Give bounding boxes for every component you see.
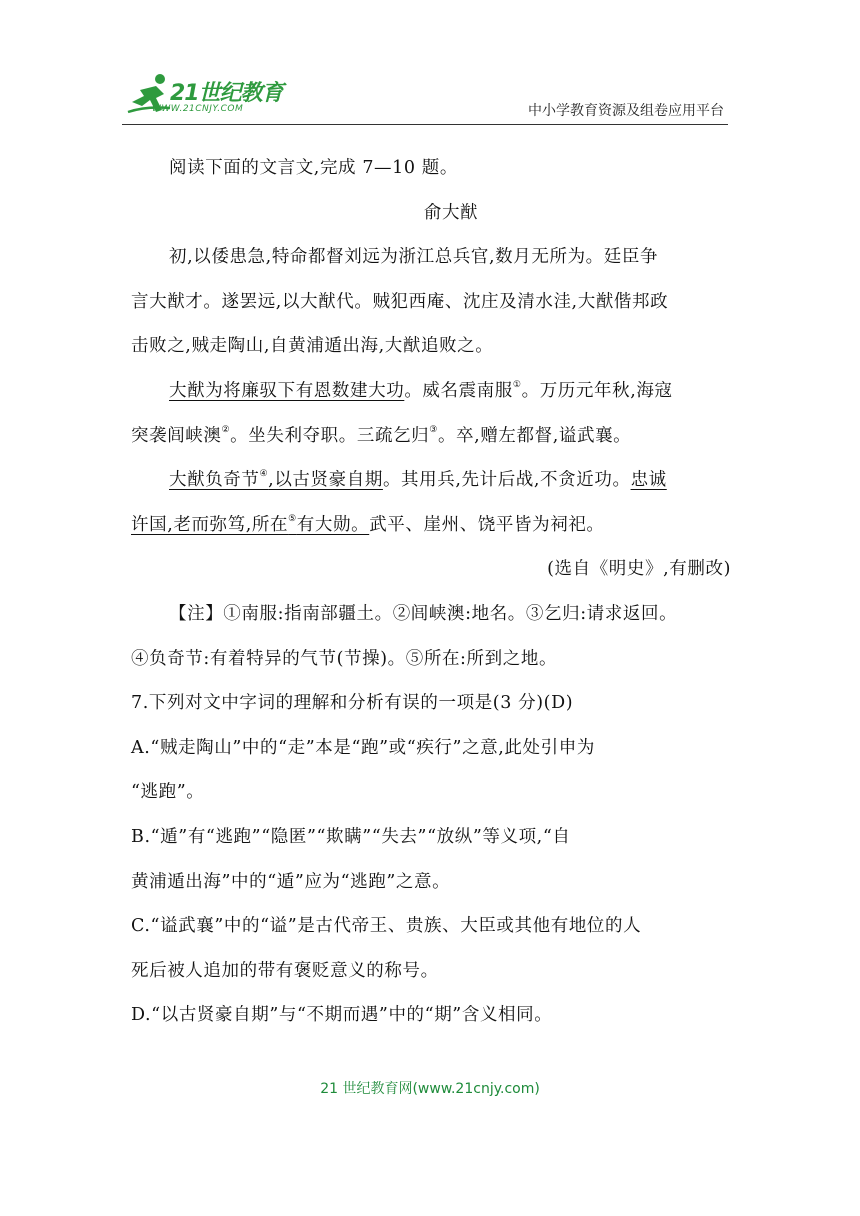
underlined-sentence: 大猷为将廉驭下有恩数建大功 — [169, 380, 405, 401]
footnote-marker: ① — [512, 379, 522, 390]
passage-title: 俞大猷 — [423, 202, 479, 223]
paragraph-line: 初,以倭患急,特命都督刘远为浙江总兵官,数月无所为。廷臣争 — [169, 247, 659, 268]
paragraph-line — [131, 414, 731, 459]
site-logo[interactable] — [122, 68, 292, 118]
paragraph-line: 击败之,贼走陶山,自黄浦遁出海,大猷追败之。 — [131, 336, 494, 357]
logo-url: WWW.21CNJY.COM — [152, 104, 244, 114]
underlined-sentence: 忠诚 — [630, 470, 667, 491]
footnote-marker: ⑤ — [288, 513, 297, 524]
paragraph-2 — [131, 369, 731, 458]
option-a-line: “逃跑”。 — [131, 782, 205, 803]
paragraph-line — [131, 369, 731, 414]
source-citation: (选自《明史》,有删改) — [547, 559, 731, 580]
header-tagline: 中小学教育资源及组卷应用平台 — [528, 103, 724, 119]
underlined-sentence — [131, 515, 369, 535]
page-header — [122, 62, 728, 126]
passage-intro: 阅读下面的文言文,完成 7—10 题。 — [169, 158, 458, 178]
text-span: 许国,老而弥笃,所在 — [131, 514, 289, 535]
text-span: 。卒,赠左都督,谥武襄。 — [437, 425, 632, 446]
option-a-line: A.“贼走陶山”中的“走”本是“跑”或“疾行”之意,此处引申为 — [131, 737, 595, 758]
paragraph-line: 言大猷才。遂罢远,以大猷代。贼犯西庵、沈庄及清水洼,大猷偕邦政 — [131, 291, 669, 312]
annotation-notes — [131, 592, 731, 681]
text-span: 武平、崖州、饶平皆为祠祀。 — [369, 514, 605, 535]
option-c-line: C.“谥武襄”中的“谥”是古代帝王、贵族、大臣或其他有地位的人 — [131, 916, 642, 937]
document-body — [131, 146, 731, 1038]
footnote-marker: ② — [221, 424, 231, 435]
note-line: ④负奇节:有着特异的气节(节操)。⑤所在:所到之地。 — [131, 648, 558, 669]
footer-link[interactable]: 21 世纪教育网(www.21cnjy.com) — [320, 1081, 540, 1097]
logo-text: 21世纪教育 — [170, 81, 283, 106]
text-span: 。威名震南服 — [404, 380, 513, 401]
footnote-marker: ④ — [259, 469, 269, 480]
text-span: ,以古贤豪自期 — [268, 470, 383, 491]
text-span: 。万历元年秋,海寇 — [521, 380, 673, 401]
option-b-line: B.“遁”有“逃跑”“隐匿”“欺瞒”“失去”“放纵”等义项,“自 — [131, 826, 571, 847]
paragraph-line — [131, 458, 731, 503]
question-7 — [131, 681, 731, 1038]
note-line: 【注】①南服:指南部疆土。②闾峡澳:地名。③乞归:请求返回。 — [169, 603, 678, 624]
text-span: 。其用兵,先计后战,不贪近功。 — [382, 470, 631, 491]
paragraph-line — [131, 503, 731, 548]
underlined-sentence — [169, 470, 383, 490]
text-span: 大猷负奇节 — [169, 470, 260, 491]
question-stem: 7.下列对文中字词的理解和分析有误的一项是(3 分)(D) — [131, 693, 574, 714]
option-d-line: D.“以古贤豪自期”与“不期而遇”中的“期”含义相同。 — [131, 1005, 553, 1026]
text-span: 。坐失利夺职。三疏乞归 — [230, 425, 430, 446]
text-span: 有大勋。 — [296, 514, 370, 535]
paragraph-1 — [131, 235, 731, 369]
text-span: 突袭闾峡澳 — [131, 425, 222, 446]
option-b-line: 黄浦遁出海”中的“遁”应为“逃跑”之意。 — [131, 871, 451, 892]
footnote-marker: ③ — [429, 424, 438, 435]
header-divider — [122, 124, 728, 125]
option-c-line: 死后被人追加的带有褒贬意义的称号。 — [131, 960, 439, 981]
paragraph-3 — [131, 458, 731, 547]
